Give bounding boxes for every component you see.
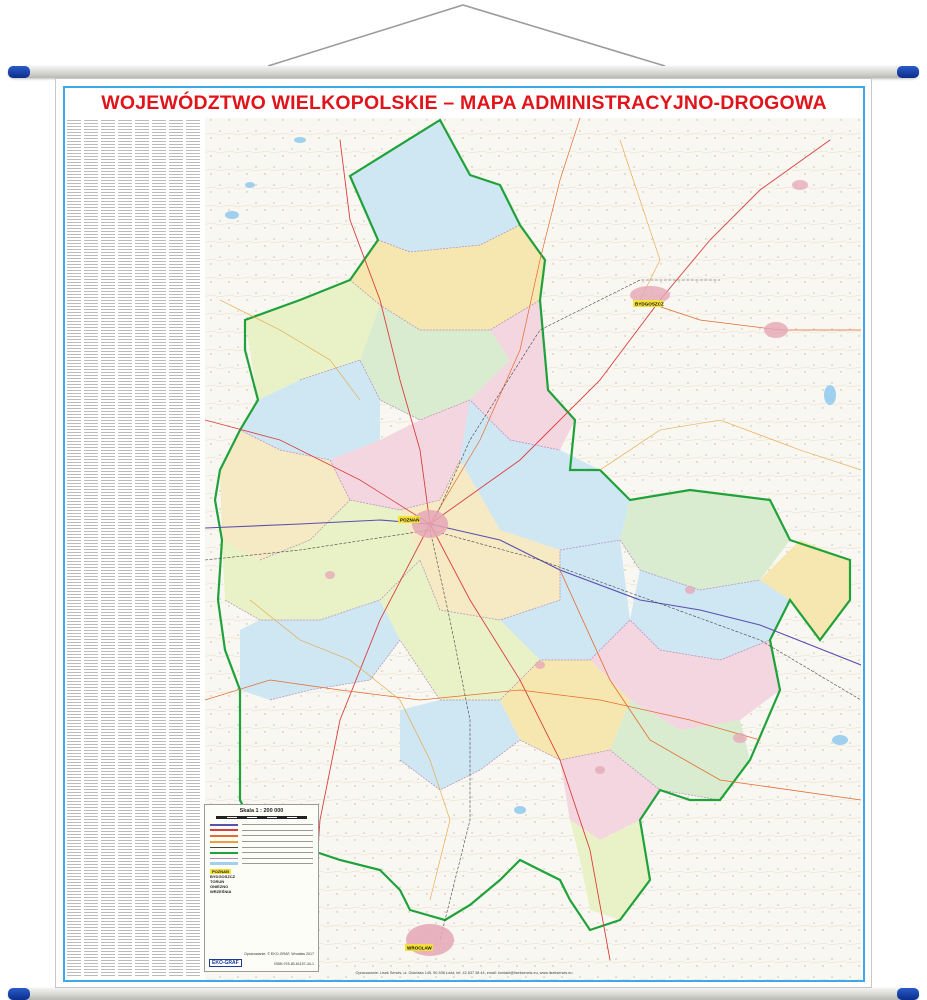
label-poznan: POZNAŃ [400,517,420,523]
city-torun-area [764,322,788,338]
legend-city-3: TORUŃ [210,878,225,884]
legend-isbn: ISBN 978-83-61157-44-1 [274,962,314,966]
label-bydgoszcz: BYDGOSZCZ [635,301,664,307]
roller-cap-icon [897,66,919,78]
legend-city-4: GNIEZNO [210,883,229,889]
legend-city-5: WRZEŚNIA [210,888,232,894]
top-roller [8,66,919,78]
legend-city-2: BYDGOSZCZ [210,873,236,879]
roller-cap-icon [8,66,30,78]
legend-row [210,861,313,867]
label-wroclaw: WROCŁAW [407,945,432,951]
legend-copyright: Opracowanie: © EKO-GRAF, Wrocław 2017 [244,952,314,956]
legend-scale: Skala 1 : 200 000 [239,808,284,814]
roller-cap-icon [897,988,919,1000]
publisher-logo-icon: EKO-GRAF [209,959,242,967]
city-wroclaw-area [406,924,454,956]
scale-bar [216,816,307,819]
city-poznan-area [412,510,448,538]
locality-index [65,118,202,978]
bottom-roller [8,988,919,1000]
legend-city-sizes [210,869,313,894]
map-title: WOJEWÓDZTWO WIELKOPOLSKIE – MAPA ADMINISTRACYJNO-DROGOWA [101,92,827,114]
roller-cap-icon [8,988,30,1000]
legend-city-1: POZNAŃ [212,868,229,874]
publisher-footer: Opracowanie: Lisek Serwis, ul. Gdańska 145, 90-536 Łódź, tel. 42 637 38 44, email: kontakt@lisekserwis.eu, www.lisekserwis.eu [355,971,573,975]
map-legend [204,804,319,972]
